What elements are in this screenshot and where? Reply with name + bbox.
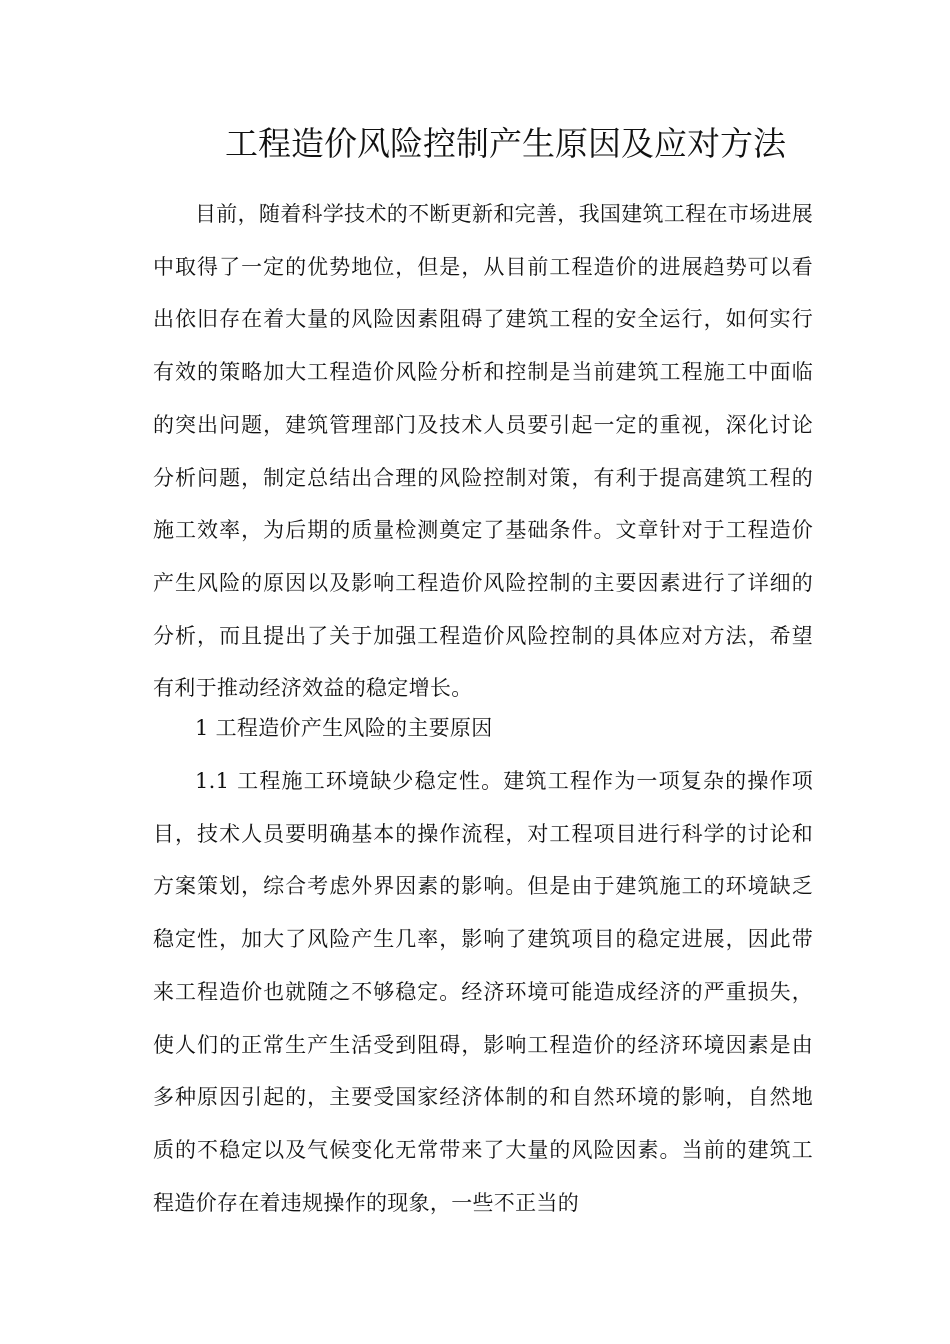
body-paragraph: 1.1 工程施工环境缺少稳定性。建筑工程作为一项复杂的操作项目，技术人员要明确基本的操作流程，对工程项目进行科学的讨论和方案策划，综合考虑外界因素的影响。但是由于建筑施工的环境缺乏稳定性，加大了风险产生几率，影响了建筑项目的稳定进展，因此带来工程造价也就随之不够稳定。经济环境可能造成经济的严重损失，使人们的正常生产生活受到阻碍，影响工程造价的经济环境因素是由多种原因引起的，主要受国家经济体制的和自然环境的影响，自然地质的不稳定以及气候变化无常带来了大量的风险因素。当前的建筑工程造价存在着违规操作的现象，一些不正当的 [153,769,813,1215]
section-heading: 1 工程造价产生风险的主要原因 [195,716,493,740]
document-title: 工程造价风险控制产生原因及应对方法 [225,124,786,163]
intro-paragraph: 目前，随着科学技术的不断更新和完善，我国建筑工程在市场进展中取得了一定的优势地位，但是，从目前工程造价的进展趋势可以看出依旧存在着大量的风险因素阻碍了建筑工程的安全运行，如何实行有效的策略加大工程造价风险分析和控制是当前建筑工程施工中面临的突出问题，建筑管理部门及技术人员要引起一定的重视，深化讨论分析问题，制定总结出合理的风险控制对策，有利于提高建筑工程的施工效率，为后期的质量检测奠定了基础条件。文章针对于工程造价产生风险的原因以及影响工程造价风险控制的主要因素进行了详细的分析，而且提出了关于加强工程造价风险控制的具体应对方法，希望有利于推动经济效益的稳定增长。 [153,202,813,701]
